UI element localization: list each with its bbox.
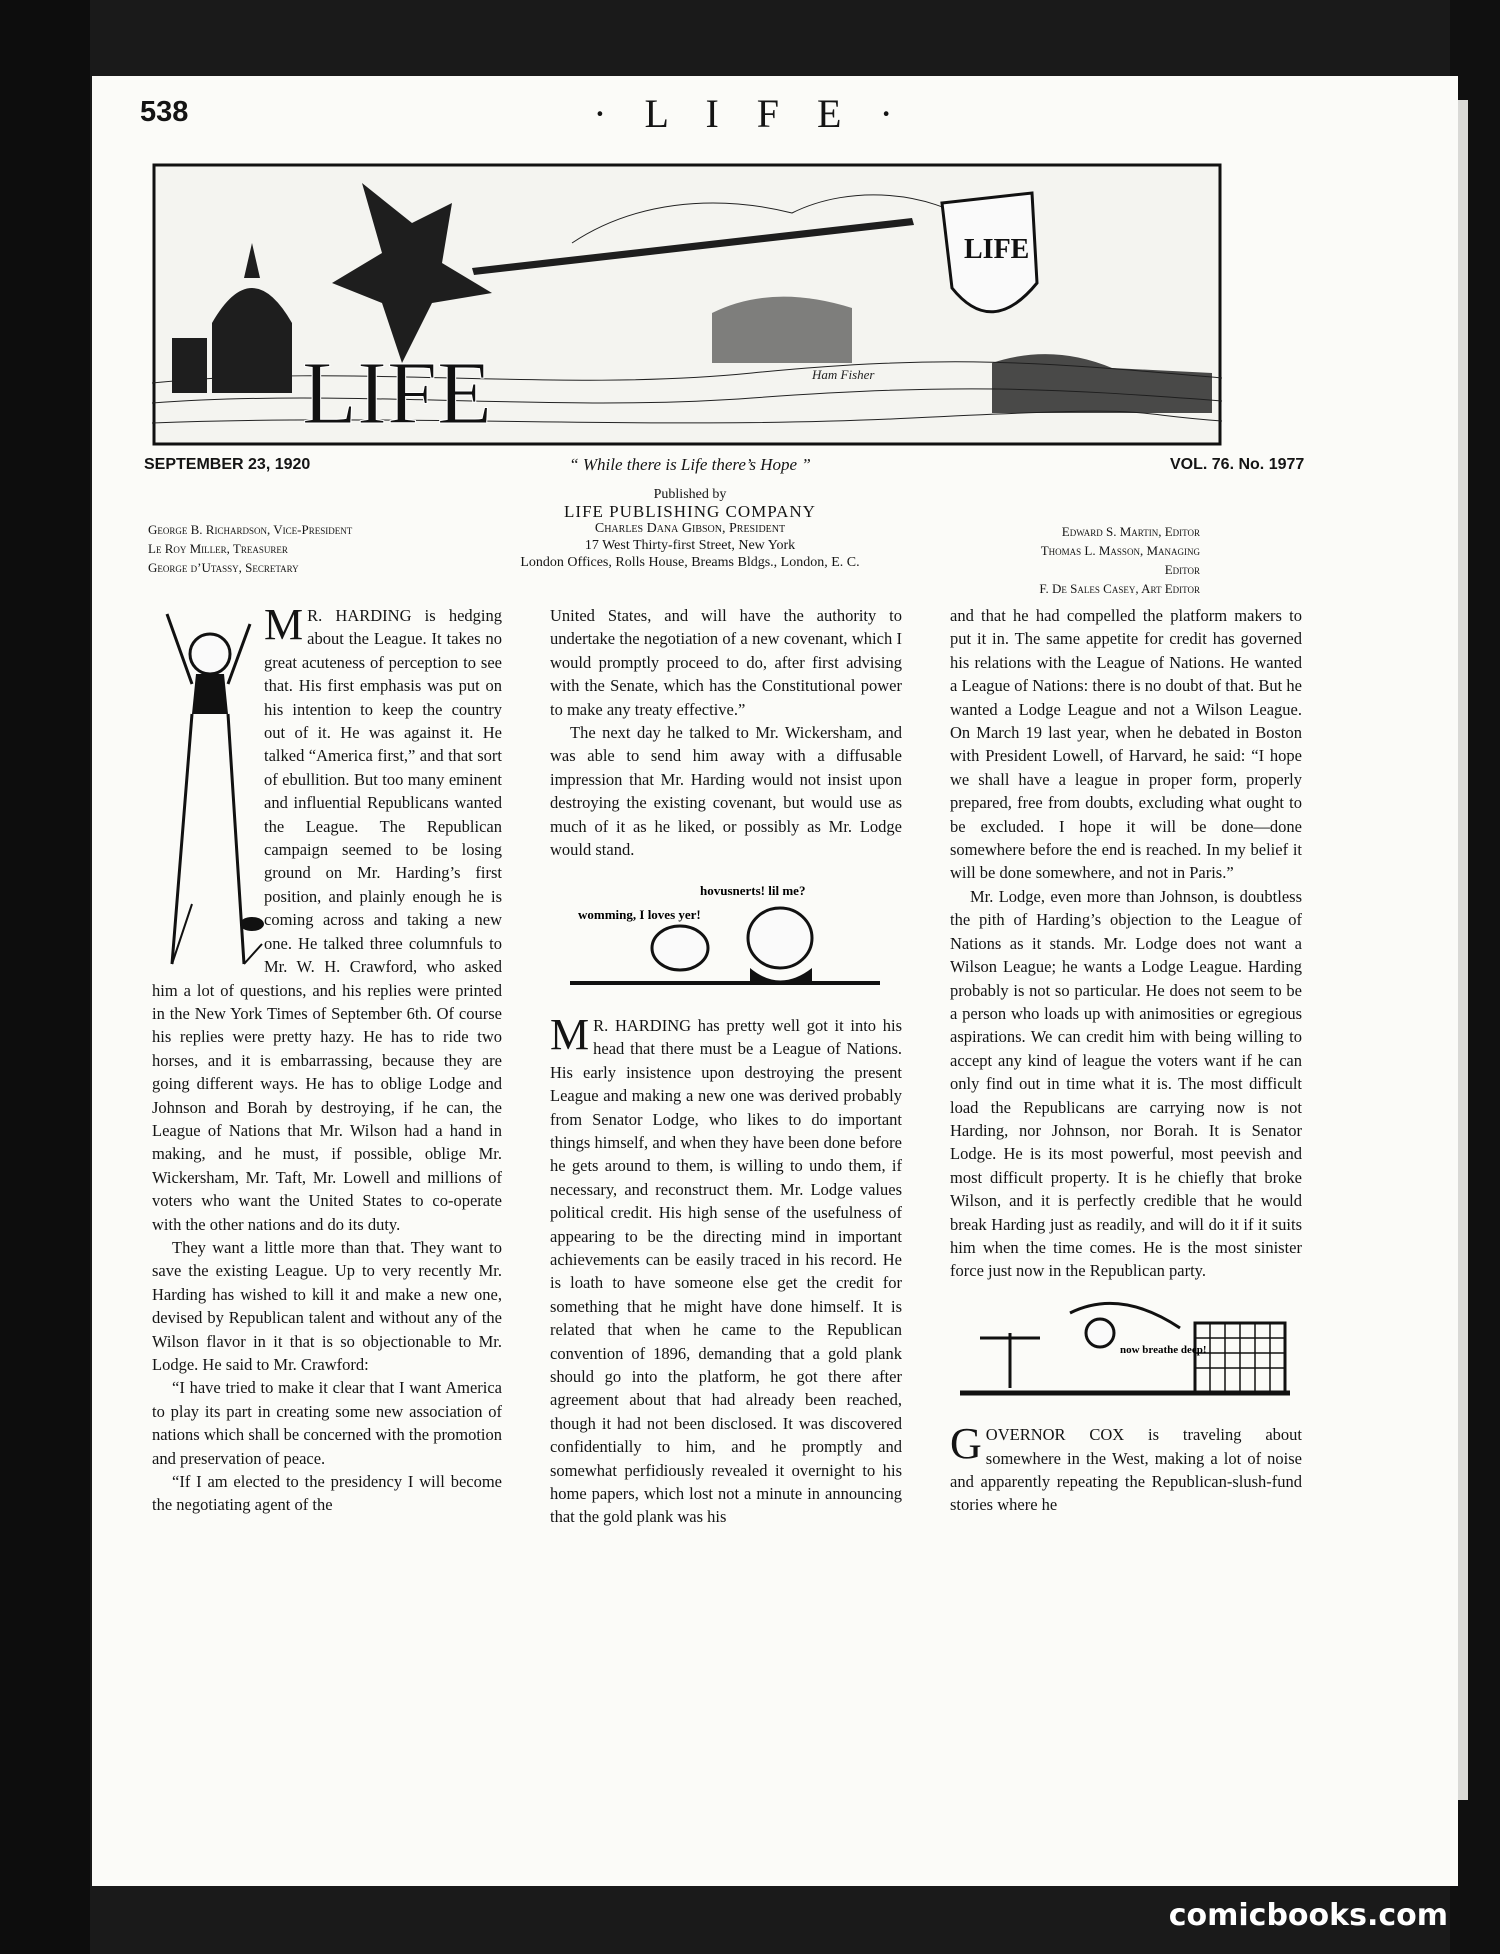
- officer: Le Roy Miller, Treasurer: [148, 541, 288, 556]
- paragraph: and that he had compelled the platform makers to put it in. The same appetite for credit has governed his relations with the League of Nations. He wanted a League of Nations: there is no doubt of that. But he wanted a Lodge League and not a Wilson League. On March 19 last year, when he debated in Boston with President Lowell, of Harvard, he said: “I hope we shall have a league in proper form, properly prepared, free from doubts, excluding what ought to be excluded. I hope it will be done—done somewhere before the end is reached. In my belief it will be done somewhere, and not in Paris.”: [950, 606, 1302, 883]
- banner-illustration: [152, 163, 1222, 446]
- volume-number: VOL. 76. No. 1977: [1170, 456, 1305, 473]
- cartoon-caption: now breathe deep!: [1120, 1343, 1207, 1356]
- article-column-1: [152, 600, 502, 1517]
- motto: “ While there is Life there’s Hope ”: [569, 455, 811, 474]
- article-column-2: [550, 604, 902, 1529]
- paragraph: R. HARDING has pretty well got it into his head that there must be a League of Nations. His early insistence upon destroying the present League and making a new one was derived probably from Senator Lodge, who likes to do important things himself, and when they have been done before he gets around to them, is willing to undo them, if necessary, and reconstruct them. Mr. Lodge values political credit. His high sense of the usefulness of appearing to be the directing mind in important achievements can be easily traced in his record. He is loath to have someone else get the credit for something that he might have done himself. It is related that when he came to the Republican convention of 1896, demanding that a gold plank should go into the platform, he got there after agreement about that had already been reached, though it had not been disclosed. It was discovered confidentially to him, and he promptly and somewhat perfidiously revealed it overnight to his home papers, which lost not a minute in announcing that the gold plank was his: [550, 1015, 902, 1527]
- publisher-block: [500, 486, 880, 571]
- cartoon-caption-right: hovusnerts! lil me?: [700, 883, 806, 899]
- dropcap: M: [550, 1009, 590, 1059]
- officer: George d’Utassy, Secretary: [148, 560, 299, 575]
- dropcap: G: [950, 1419, 982, 1469]
- shield-text: LIFE: [964, 234, 1030, 265]
- cartoon-caption-left: womming, I loves yer!: [578, 907, 701, 923]
- artist-signature: Ham Fisher: [812, 367, 875, 382]
- published-by: Published by: [653, 487, 727, 502]
- editor: Edward S. Martin, Editor: [1061, 524, 1200, 539]
- paragraph: OVERNOR COX is traveling about somewhere in the West, making a lot of noise and apparently repeating the Republican-slush-fund stories where he: [950, 1425, 1302, 1515]
- paragraph: The next day he talked to Mr. Wickersham, and was able to send him away with a diffusable impression that Mr. Harding would not insist upon destroying the existing covenant, but would use as much of it as he liked, or possibly as Mr. Lodge would stand.: [550, 723, 902, 860]
- stilt-walker-illustration: [152, 604, 264, 974]
- paragraph: “If I am elected to the presidency I will become the negotiating agent of the: [152, 1472, 502, 1515]
- officer: George B. Richardson, Vice-President: [148, 522, 353, 537]
- editor: F. De Sales Casey, Art Editor: [1039, 581, 1200, 596]
- issue-date: SEPTEMBER 23, 1920: [144, 456, 311, 473]
- dropcap: M: [264, 600, 304, 649]
- paragraph: “I have tried to make it clear that I want America to play its part in creating some new association of nations which shall be concerned with the promotion and preservation of peace.: [152, 1378, 502, 1468]
- publisher-president: Charles Dana Gibson, President: [594, 521, 786, 536]
- banner-logo: LIFE: [302, 344, 492, 443]
- scan-left-border: [0, 0, 90, 1954]
- publisher-company: LIFE PUBLISHING COMPANY: [564, 502, 816, 521]
- masthead-title: · L I F E ·: [593, 91, 907, 136]
- publisher-address: 17 West Thirty-first Street, New York: [584, 538, 796, 553]
- paragraph: United States, and will have the authority to undertake the negotiation of a new covenant, which I would promptly proceed to do, after first advising with the Senate, which has the Constitutional power to make any treaty effective.”: [550, 606, 902, 719]
- harding-lodge-cartoon: [550, 873, 902, 993]
- watermark: comicbooks.com: [1168, 1898, 1448, 1933]
- editor: Thomas L. Masson, Managing Editor: [1040, 543, 1200, 577]
- publisher-london: London Offices, Rolls House, Breams Bldgs., London, E. C.: [520, 555, 860, 570]
- article-column-3: [950, 604, 1302, 1517]
- paragraph: R. HARDING is hedging about the League. It takes no great acuteness of perception to see that. His first emphasis was put on his intention to keep the country out of it. He was against it. He talked “America first,” and that sort of ebullition. But too many eminent and influential Republicans wanted the League. The Republican campaign seemed to be losing ground on Mr. Harding’s first position, and plainly enough he is coming across and taking a new one. He talked three columnfuls to Mr. W. H. Crawford, who asked him a lot of questions, and his replies were printed in the New York Times of September 6th. Of course his replies were pretty hazy. He has to ride two horses, and it is embarrassing, because they are going different ways. He has to oblige Lodge and Johnson and Borah by destroying, if he can, the League of Nations that Mr. Wilson had a hand in making, and he must, if possible, oblige Mr. Wickersham, Mr. Taft, Mr. Lowell and millions of voters who want the United States to co-operate with the other nations and do its duty.: [152, 606, 502, 1234]
- editors-list: [1020, 522, 1200, 598]
- paragraph: Mr. Lodge, even more than Johnson, is doubtless the pith of Harding’s objection to the League of Nations as it stands. Mr. Lodge does not want a Wilson League; he wants a Lodge League. Harding probably is not so particular. He does not seem to be a person who loads up with animosities or egregious aspirations. We can credit him with being willing to accept any kind of league the voters want if he can only find out in time what it is. The most difficult load the Republicans are carrying now is not Harding, nor Johnson, nor Borah. It is Senator Lodge. He is its most powerful, most peevish and most difficult property. It is he chiefly that broke Wilson, and it is perfectly credible that he would break Harding just as readily, and will do it if it suits him when the time comes. He is the most sinister force just now in the Republican party.: [950, 886, 1302, 1281]
- page-number: 538: [140, 96, 189, 128]
- breathe-deep-cartoon: [950, 1293, 1302, 1403]
- officers-list: [148, 520, 352, 577]
- paragraph: They want a little more than that. They want to save the existing League. Up to very recently Mr. Harding has wished to kill it and make a new one, devised by Republican talent and without any of the Wilson flavor in it that is so objectionable to Mr. Lodge. He said to Mr. Crawford:: [152, 1237, 502, 1374]
